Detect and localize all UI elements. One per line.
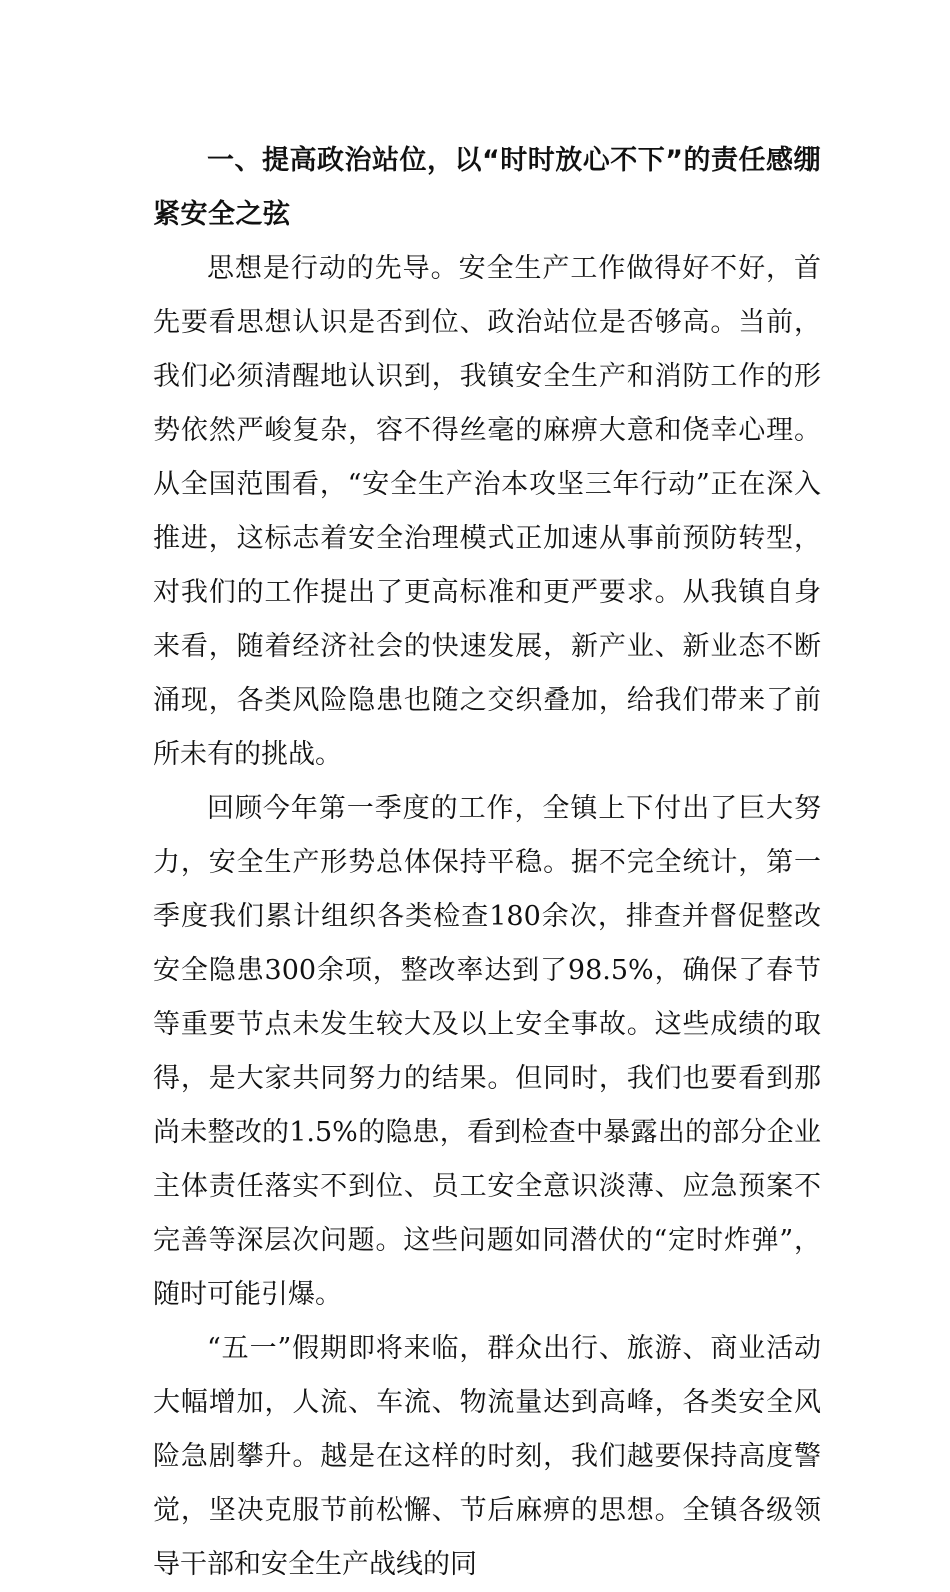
paragraph-1: 思想是行动的先导。安全生产工作做得好不好，首先要看思想认识是否到位、政治站位是否够高。当前，我们必须清醒地认识到，我镇安全生产和消防工作的形势依然严峻复杂，容不得丝毫的麻痹大意和侥幸心理。从全国范围看，“安全生产治本攻坚三年行动”正在深入推进，这标志着安全治理模式正加速从事前预防转型，对我们的工作提出了更高标准和更严要求。从我镇自身来看，随着经济社会的快速发展，新产业、新业态不断涌现，各类风险隐患也随之交织叠加，给我们带来了前所未有的挑战。 <box>153 253 821 770</box>
section-heading: 一、提高政治站位，以“时时放心不下”的责任感绷紧安全之弦 <box>153 145 821 230</box>
document-body <box>153 134 821 1592</box>
paragraph-2: 回顾今年第一季度的工作，全镇上下付出了巨大努力，安全生产形势总体保持平稳。据不完全统计，第一季度我们累计组织各类检查180余次，排查并督促整改安全隐患300余项，整改率达到了98.5%，确保了春节等重要节点未发生较大及以上安全事故。这些成绩的取得，是大家共同努力的结果。但同时，我们也要看到那尚未整改的1.5%的隐患，看到检查中暴露出的部分企业主体责任落实不到位、员工安全意识淡薄、应急预案不完善等深层次问题。这些问题如同潜伏的“定时炸弹”，随时可能引爆。 <box>153 793 821 1310</box>
paragraph-3: “五一”假期即将来临，群众出行、旅游、商业活动大幅增加，人流、车流、物流量达到高峰，各类安全风险急剧攀升。越是在这样的时刻，我们越要保持高度警觉，坚决克服节前松懈、节后麻痹的思想。全镇各级领导干部和安全生产战线的同 <box>153 1333 821 1580</box>
